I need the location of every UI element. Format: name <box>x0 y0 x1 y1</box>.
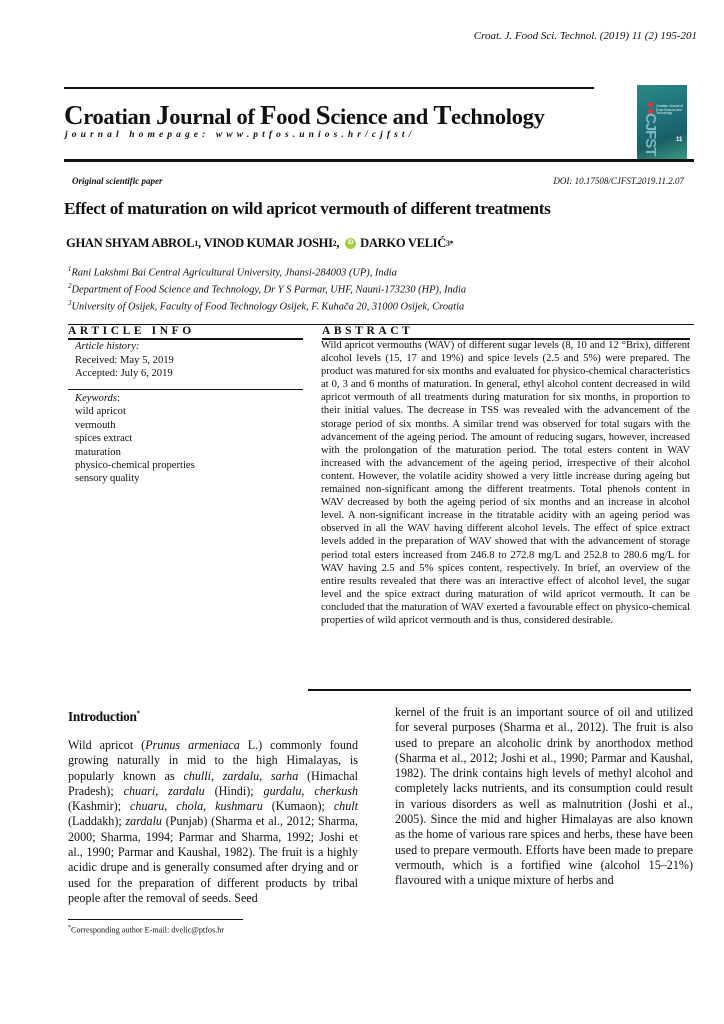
local-name: chuari, zardalu <box>123 783 205 798</box>
journal-title <box>64 100 545 131</box>
journal-title-part: echnology <box>451 104 545 129</box>
running-head: Croat. J. Food Sci. Technol. (2019) 11 (2) 195-201 <box>473 30 697 42</box>
header-divider <box>64 159 694 162</box>
local-name: chult <box>333 799 358 814</box>
affiliation <box>68 280 466 297</box>
body-text: L.) commonly found growing naturally in mid to the high Himalayas, is popularly known as <box>68 738 358 783</box>
body-text: (Laddakh); <box>68 814 126 829</box>
affiliation <box>68 297 466 314</box>
author-separator: , <box>197 236 201 250</box>
article-info-heading: ARTICLE INFO <box>68 325 195 337</box>
journal-homepage[interactable]: journal homepage: www.ptfos.unios.hr/cjfst/ <box>65 130 416 140</box>
local-name: chulli, zardalu, sarha <box>183 768 299 783</box>
journal-title-part: roatian <box>83 104 157 129</box>
affiliation-text: Department of Food Science and Technology, Dr Y S Parmar, UHF, Nauni-173230 (HP), India <box>71 284 467 296</box>
introduction-column-1 <box>68 738 358 906</box>
author-name: DARKO VELIĆ <box>360 236 446 250</box>
journal-cover-image <box>637 85 687 159</box>
journal-title-part: cience and <box>330 104 434 129</box>
article-history-label: Article history: <box>75 341 140 352</box>
keywords <box>75 392 195 486</box>
affiliation <box>68 263 466 280</box>
footnote-rule <box>68 919 243 920</box>
author-name: VINOD KUMAR JOSHI <box>203 236 333 250</box>
author-affiliation-mark: 1 <box>194 239 198 248</box>
local-name: gurdalu, cherkush <box>263 783 359 798</box>
footnote-mark: * <box>68 925 71 931</box>
keyword: physico-chemical properties <box>75 460 195 472</box>
paper-type: Original scientific paper <box>72 176 163 186</box>
corresponding-author-email[interactable]: Corresponding author E-mail: dvelic@ptfos.hr <box>71 925 225 935</box>
article-info-divider <box>68 389 303 390</box>
cover-title: Croatian Journal of Food Science and Technology <box>656 104 683 116</box>
introduction-heading-text: Introduction <box>68 709 137 724</box>
keywords-colon: : <box>116 393 120 404</box>
abstract-heading: ABSTRACT <box>322 325 414 337</box>
keyword: vermouth <box>75 419 116 431</box>
journal-title-part: C <box>64 100 84 130</box>
affiliation-mark: 1 <box>68 265 72 273</box>
local-name: chuaru, chola, kushmaru <box>130 799 263 814</box>
affiliations <box>68 263 466 313</box>
keyword: wild apricot <box>75 406 126 418</box>
footnote <box>68 925 224 935</box>
species-name: Prunus armeniaca <box>145 738 240 752</box>
keyword: maturation <box>75 446 121 458</box>
journal-title-part: J <box>156 100 170 130</box>
body-text: (Kumaon); <box>262 799 334 814</box>
body-text: (Punjab) (Sharma et al., 2012; Sharma, 2000; Sharma, 1994; Parmar and Sharma, 1992; Joshi et al., 1990; Parmar and Kaushal, 1982). The fruit is a highly acidic drupe and is generally consumed after drying and or used for the preparation of different products by tribal people after the removal of seeds. Seed <box>68 814 359 905</box>
local-name: zardalu <box>125 814 162 829</box>
keyword: spices extract <box>75 433 133 445</box>
author-affiliation-mark: 2 <box>332 239 337 248</box>
cover-issue-number: 11 <box>676 137 683 143</box>
top-rule <box>64 87 594 89</box>
journal-title-part: S <box>315 100 331 130</box>
journal-title-part: ournal of <box>169 104 260 129</box>
authors <box>66 236 453 251</box>
introduction-heading <box>68 709 140 725</box>
journal-title-part: F <box>259 100 277 130</box>
affiliation-text: Rani Lakshmi Bai Central Agricultural University, Jhansi-284003 (UP), India <box>71 267 397 279</box>
journal-title-part: T <box>433 100 452 130</box>
accepted-date: Accepted: July 6, 2019 <box>75 368 173 379</box>
body-text: (Himachal Pradesh); <box>68 768 358 798</box>
doi[interactable]: DOI: 10.17508/CJFST.2019.11.2.07 <box>553 176 684 186</box>
abstract-text: Wild apricot vermouths (WAV) of different sugar levels (8, 10 and 12 °Brix), different alcohol levels (15, 17 and 19%) and spice levels (2.5 and 5%) were prepared. The product was matured for six months and evaluated for physico-chemical characteristics at 0, 3 and 6 months of maturation. In general, ethyl alcohol content decreased in wild apricot vermouth of all treatments during maturation for six months, in proportion to their initial values. The decrease in TSS was revealed with the advancement of the storage period of six months. A similar trend was observed for total sugars with the advancement of the ageing period. The amount of reducing sugars, however, increased with the prolongation of the maturation period. The total esters content in WAV increased with the advancement of the ageing period, irrespective of their alcohol content. However, the volatile acidity showed a very little increase during ageing but remained non-significant among the different treatments. Total phenols content in WAV decreased by both the ageing period of six months and an increase in alcohol level. A non-significant increase in the titratable acidity with an ageing period was observed in all the WAV having different alcohol levels. The effect of spice extract levels added in the preparation of WAV showed that with the advancement of storage period total esters increased from 246.8 to 272.8 mg/L and 252.8 to 280.6 mg/L for WAV having 2.5 and 5% spices content, respectively. In brief, an overview of the entire results revealed that there was an interactive effect of alcohol level, the sugar level and the spice extract during maturation of wild apricot vermouth. It can be concluded that the maturation of WAV exerted a favourable effect on physico-chemical properties of wild apricot vermouth and is thus, considered desirable. <box>321 340 690 626</box>
keyword: sensory quality <box>75 473 140 485</box>
body-text: (Kashmir); <box>68 799 131 814</box>
received-date: Received: May 5, 2019 <box>75 354 174 366</box>
author-affiliation-mark: 3* <box>445 239 454 248</box>
body-text: (Hindi); <box>204 783 264 798</box>
affiliation-text: University of Osijek, Faculty of Food Technology Osijek, F. Kuhača 20, 31000 Osijek, Croatia <box>71 301 465 312</box>
affiliation-mark: 3 <box>68 298 72 307</box>
author-name: GHAN SHYAM ABROL <box>66 236 195 250</box>
journal-title-part: ood <box>276 104 316 129</box>
body-text: Wild apricot ( <box>68 738 146 752</box>
article-history <box>75 340 174 381</box>
author-separator: , <box>336 236 340 250</box>
orcid-icon[interactable]: iD <box>345 238 356 249</box>
cover-logo-text: CJFST <box>642 113 659 156</box>
article-title: Effect of maturation on wild apricot vermouth of different treatments <box>64 199 551 218</box>
introduction-column-2: kernel of the fruit is an important source of oil and utilized for several purposes (Sharma et al., 2012). The fruit is also used to prepare an alcoholic drink by anorthodox method (Sharma et al., 2012; Joshi et al., 1990; Parmar and Kaushal, 1982). The drink contains high levels of methyl alcohol and completely lacks nutrients, and its consumption could result in various disorders as well as malnutrition (Joshi et al., 2005). Since the mid and higher Himalayas are also known as the home of various rare spices and herbs, these have been used to prepare vermouth. Efforts have been made to prepare vermouth, which is a fortified wine (alcohol 15–21%) flavoured with a unique mixture of herbs and <box>395 705 693 888</box>
footnote-mark[interactable]: * <box>136 709 140 718</box>
affiliation-mark: 2 <box>68 281 72 290</box>
keywords-label: Keywords <box>75 393 117 404</box>
abstract-bottom-rule <box>308 689 691 691</box>
